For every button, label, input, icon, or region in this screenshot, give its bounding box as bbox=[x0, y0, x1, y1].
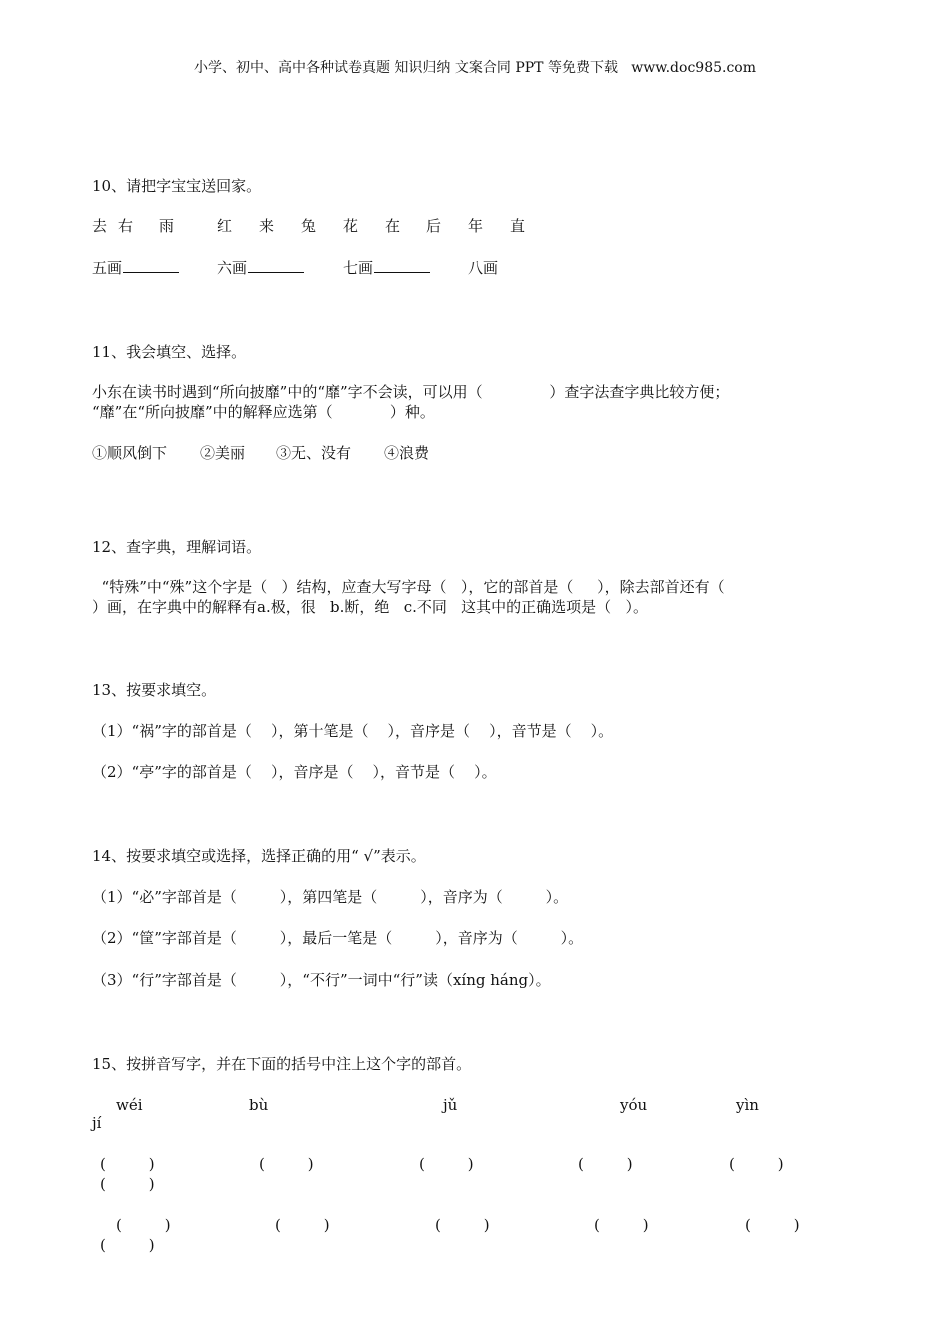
q12-title: 12、查字典，理解词语。 bbox=[92, 538, 262, 556]
q10-char: 去 bbox=[92, 217, 108, 235]
q10-char: 在 bbox=[385, 217, 401, 235]
q11-option: ④浪费 bbox=[384, 444, 430, 462]
q10-char: 来 bbox=[259, 217, 275, 235]
q15-pinyin: yóu bbox=[620, 1096, 648, 1114]
q10-category-6: 六画 bbox=[217, 258, 304, 278]
q11-option: ②美丽 bbox=[200, 444, 246, 462]
q15-pinyin: wéi bbox=[116, 1096, 143, 1114]
page-header: 小学、初中、高中各种试卷真题 知识归纳 文案合同 PPT 等免费下载 www.doc985.com bbox=[193, 60, 756, 76]
q14-line3: （3）“行”字部首是（ ），“不行”一词中“行”读（xíng háng）。 bbox=[92, 971, 551, 989]
q11-line2: “靡”在“所向披靡”中的解释应选第（ ）种。 bbox=[92, 403, 435, 421]
q10-title: 10、请把字宝宝送回家。 bbox=[92, 177, 262, 195]
q15-answer-paren[interactable]: ( ) bbox=[729, 1155, 784, 1173]
q13-line2: （2）“亭”字的部首是（ ），音序是（ ），音节是（ ）。 bbox=[92, 763, 497, 781]
q10-char: 年 bbox=[468, 217, 484, 235]
q10-char: 雨 bbox=[159, 217, 175, 235]
q15-answer-paren[interactable]: ( ) bbox=[419, 1155, 474, 1173]
q15-answer-paren[interactable]: ( ) bbox=[578, 1155, 633, 1173]
q15-radical-paren[interactable]: ( ) bbox=[116, 1216, 171, 1234]
q15-radical-paren[interactable]: ( ) bbox=[745, 1216, 800, 1234]
q15-radical-paren[interactable]: ( ) bbox=[275, 1216, 330, 1234]
q10-char: 直 bbox=[510, 217, 526, 235]
q15-radical-paren[interactable]: ( ) bbox=[435, 1216, 490, 1234]
q15-title: 15、按拼音写字，并在下面的括号中注上这个字的部首。 bbox=[92, 1055, 472, 1073]
q11-option: ③无、没有 bbox=[276, 444, 352, 462]
q10-category-7: 七画 bbox=[343, 258, 430, 278]
q10-char: 兔 bbox=[301, 217, 317, 235]
answer-blank[interactable] bbox=[123, 258, 179, 273]
q14-line2: （2）“筐”字部首是（ ），最后一笔是（ ），音序为（ ）。 bbox=[92, 929, 584, 947]
q10-category-8: 八画 bbox=[468, 259, 499, 277]
q14-line1: （1）“必”字部首是（ ），第四笔是（ ），音序为（ ）。 bbox=[92, 888, 569, 906]
q15-radical-paren[interactable]: ( ) bbox=[594, 1216, 649, 1234]
q10-char: 右 bbox=[118, 217, 134, 235]
q10-char: 花 bbox=[343, 217, 359, 235]
answer-blank[interactable] bbox=[374, 258, 430, 273]
q11-line1: 小东在读书时遇到“所向披靡”中的“靡”字不会读，可以用（ ）查字法查字典比较方便； bbox=[92, 383, 730, 401]
q13-line1: （1）“祸”字的部首是（ ），第十笔是（ ），音序是（ ），音节是（ ）。 bbox=[92, 722, 614, 740]
q15-radical-paren[interactable]: ( ) bbox=[100, 1236, 155, 1254]
q15-pinyin: jǔ bbox=[443, 1096, 458, 1114]
q10-char: 红 bbox=[217, 217, 233, 235]
q12-line2: ）画，在字典中的解释有a.极，很 b.断，绝 c.不同 这其中的正确选项是（ ）。 bbox=[92, 598, 648, 616]
q10-char: 后 bbox=[426, 217, 442, 235]
q12-line1: “特殊”中“殊”这个字是（ ）结构，应查大写字母（ ），它的部首是（ ），除去部首还有（ bbox=[92, 578, 725, 596]
q15-answer-paren[interactable]: ( ) bbox=[100, 1155, 155, 1173]
q10-category-5: 五画 bbox=[92, 258, 179, 278]
q15-pinyin: bù bbox=[249, 1096, 269, 1114]
q15-answer-paren[interactable]: ( ) bbox=[100, 1175, 155, 1193]
q11-option: ①顺风倒下 bbox=[92, 444, 168, 462]
q14-title: 14、按要求填空或选择，选择正确的用“ √”表示。 bbox=[92, 847, 426, 865]
q15-pinyin: yìn bbox=[736, 1096, 759, 1114]
answer-blank[interactable] bbox=[248, 258, 304, 273]
q15-answer-paren[interactable]: ( ) bbox=[259, 1155, 314, 1173]
q15-pinyin: jí bbox=[92, 1114, 102, 1132]
q13-title: 13、按要求填空。 bbox=[92, 681, 217, 699]
q11-title: 11、我会填空、选择。 bbox=[92, 343, 247, 361]
